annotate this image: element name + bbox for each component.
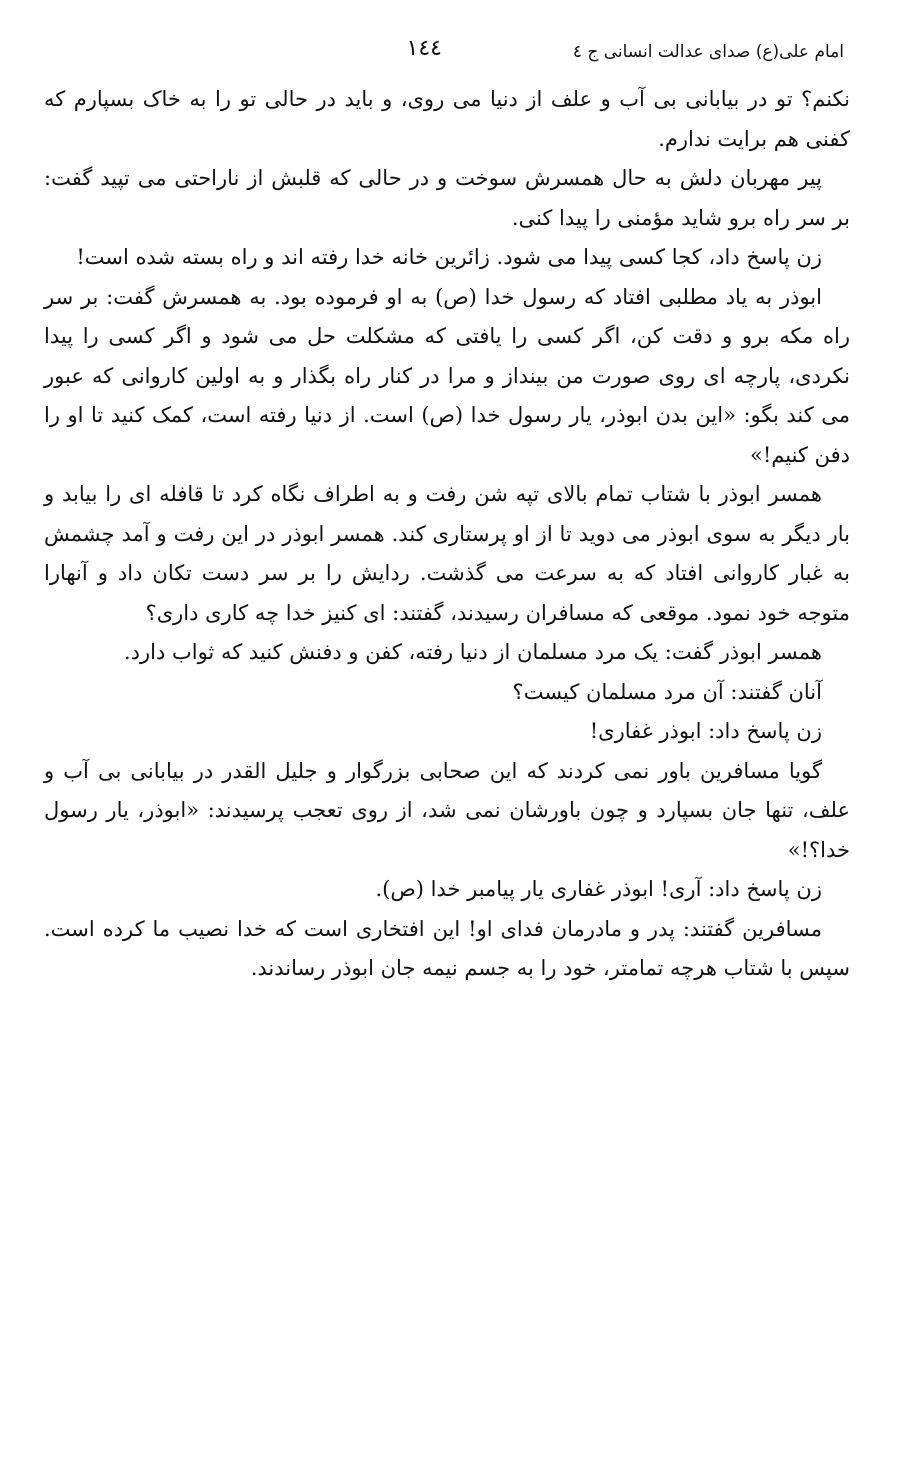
paragraph: ابوذر به یاد مطلبی افتاد که رسول خدا (ص) به او فرموده بود. به همسرش گفت: بر سر راه مکه برو و دقت کن، اگر کسی را یافتی که مشکلت حل می شود و اگر کسی را پیدا نکردی، پارچه ای روی صورت من بینداز و مرا در کنار راه بگذار و به اولین کاروانی که عبور می کند بگو: «این بدن ابوذر، یار رسول خدا (ص) است. از دنیا رفته است، کمک کنید تا او را دفن کنیم!»: [44, 284, 850, 467]
paragraph: پیر مهربان دلش به حال همسرش سوخت و در حالی که قلبش از ناراحتی می تپید گفت: بر سر راه برو شاید مؤمنی را پیدا کنی.: [44, 166, 850, 230]
paragraph-continuation: نکنم؟ تو در بیابانی بی آب و علف از دنیا می روی، و باید در حالی تو را به خاک بسپارم که کفنی هم برایت ندارم.: [44, 87, 850, 151]
page-number: ١٤٤: [406, 36, 442, 61]
paragraph: مسافرین گفتند: پدر و مادرمان فدای او! این افتخاری است که خدا نصیب ما کرده است. سپس با شتاب هرچه تمامتر، خود را به جسم نیمه جان ابوذر رساندند.: [44, 916, 850, 980]
dialogue-line: زن پاسخ داد: آری! ابوذر غفاری یار پیامبر خدا (ص).: [375, 877, 822, 901]
running-title: امام علی(ع) صدای عدالت انسانی ج ٤: [572, 42, 844, 62]
paragraph: گویا مسافرین باور نمی کردند که این صحابی بزرگوار و جلیل القدر در بیابانی بی آب و علف، تنها جان بسپارد و چون باورشان نمی شد، از روی تعجب پرسیدند: «ابوذر، یار رسول خدا؟!»: [44, 758, 850, 862]
paragraph: همسر ابوذر با شتاب تمام بالای تپه شن رفت و به اطراف نگاه کرد تا قافله ای را بیابد و بار دیگر به سوی ابوذر می دوید تا از او پرستاری کند. همسر ابوذر در این رفت و آمد چشمش به غبار کاروانی افتاد که به سرعت می گذشت. ردایش را بر سر دست تکان داد و آنهارا متوجه خود نمود. موقعی که مسافران رسیدند، گفتند: ای کنیز خدا چه کاری داری؟: [44, 482, 850, 625]
page-header: [40, 34, 860, 74]
paragraph: زن پاسخ داد، کجا کسی پیدا می شود. زائرین خانه خدا رفته اند و راه بسته شده است!: [76, 245, 822, 269]
dialogue-line: آنان گفتند: آن مرد مسلمان کیست؟: [512, 679, 822, 704]
body-text: [44, 80, 850, 989]
paragraph: همسر ابوذر گفت: یک مرد مسلمان از دنیا رفته، کفن و دفنش کنید که ثواب دارد.: [123, 640, 822, 664]
dialogue-line: زن پاسخ داد: ابوذر غفاری!: [589, 719, 822, 743]
